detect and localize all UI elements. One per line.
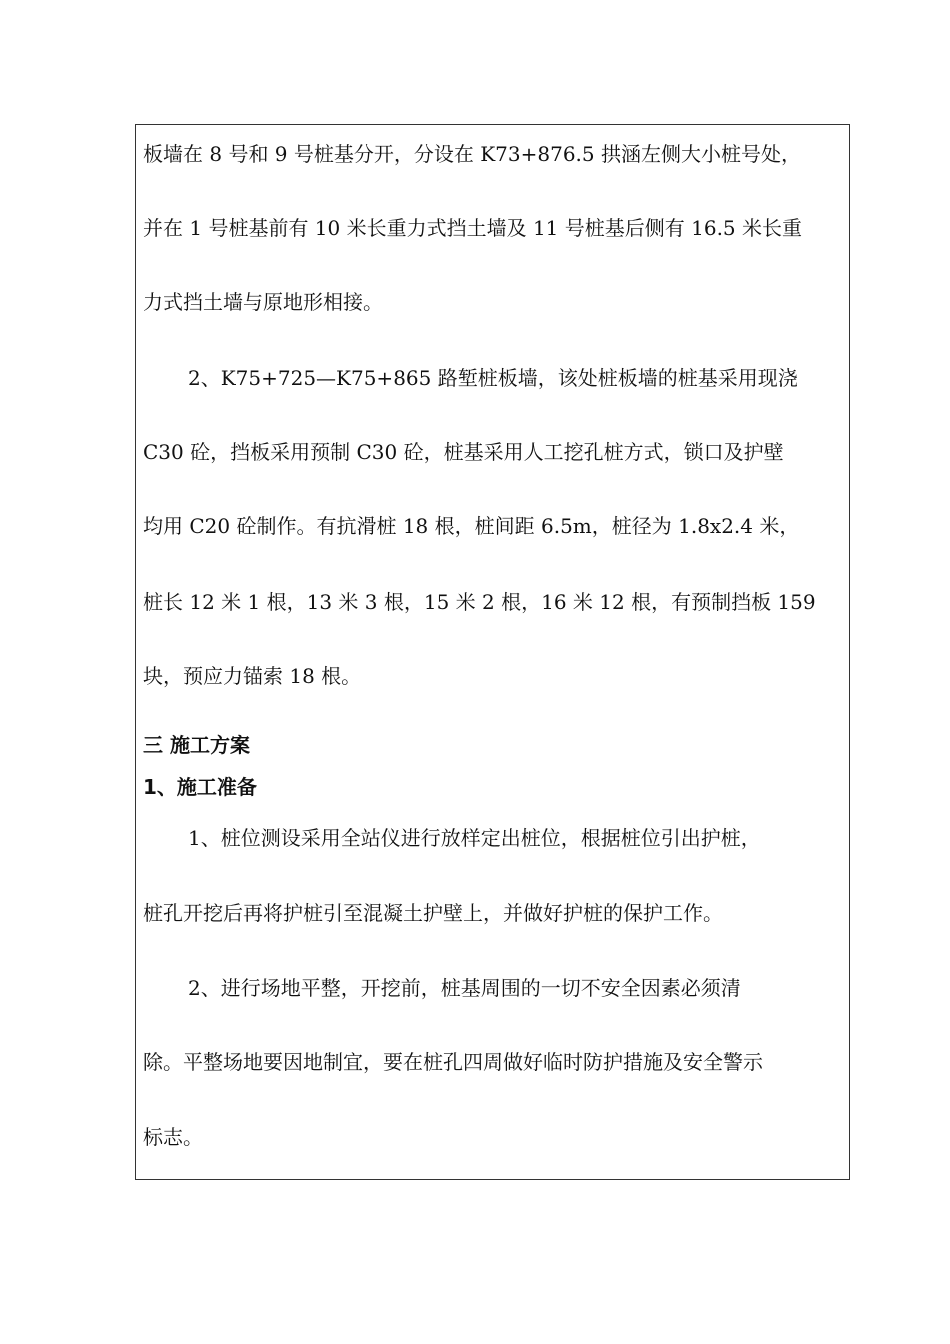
document-table-frame [135, 124, 850, 1180]
text-line: 块，预应力锚索 18 根。 [143, 664, 362, 688]
text-line: 标志。 [143, 1125, 203, 1149]
text-line: 2、K75+725—K75+865 路堑桩板墙，该处桩板墙的桩基采用现浇 [188, 366, 798, 390]
section-heading: 三 施工方案 [143, 733, 250, 757]
text-line: 除。平整场地要因地制宜，要在桩孔四周做好临时防护措施及安全警示 [143, 1050, 763, 1074]
text-line: 力式挡土墙与原地形相接。 [143, 290, 383, 314]
text-line: 并在 1 号桩基前有 10 米长重力式挡土墙及 11 号桩基后侧有 16.5 米长重 [143, 216, 803, 240]
text-line: C30 砼，挡板采用预制 C30 砼，桩基采用人工挖孔桩方式，锁口及护壁 [143, 440, 784, 464]
text-line: 板墙在 8 号和 9 号桩基分开，分设在 K73+876.5 拱涵左侧大小桩号处， [143, 142, 801, 166]
text-line: 均用 C20 砼制作。有抗滑桩 18 根，桩间距 6.5m，桩径为 1.8x2.4 米， [143, 514, 800, 538]
text-line: 1、桩位测设采用全站仪进行放样定出桩位，根据桩位引出护桩， [188, 826, 761, 850]
sub-heading: 1、施工准备 [143, 775, 257, 799]
text-line: 桩孔开挖后再将护桩引至混凝土护壁上，并做好护桩的保护工作。 [143, 901, 723, 925]
text-line: 桩长 12 米 1 根，13 米 3 根，15 米 2 根，16 米 12 根，有预制挡板 159 [143, 590, 816, 614]
text-line: 2、进行场地平整，开挖前，桩基周围的一切不安全因素必须清 [188, 976, 741, 1000]
